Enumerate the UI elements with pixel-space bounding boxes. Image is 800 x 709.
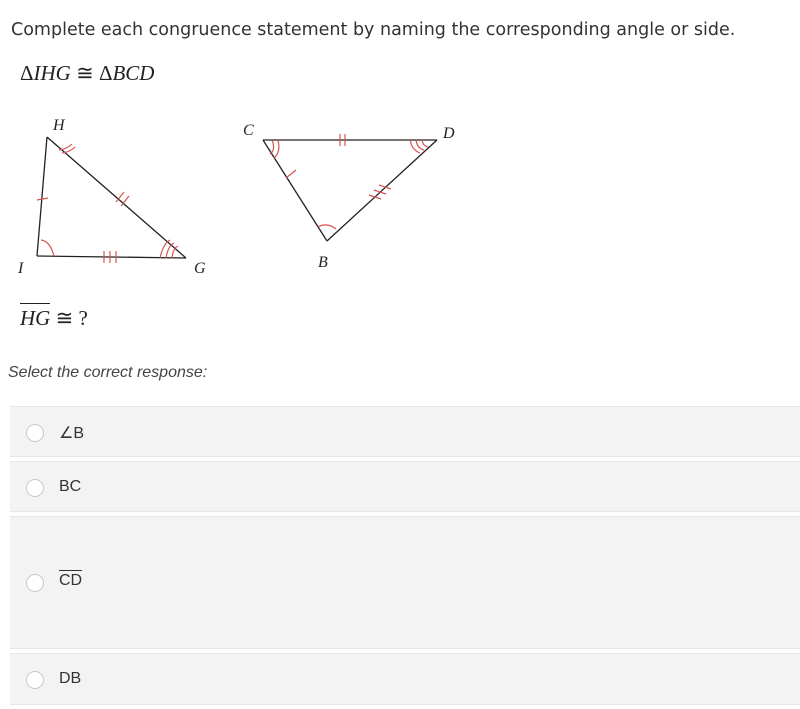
congruence-marks: [37, 134, 428, 263]
vertex-label-b: B: [318, 254, 328, 271]
triangles-figure: [0, 100, 520, 285]
choice-label: BC: [59, 478, 82, 495]
triangle-ihg-name: IHG: [33, 61, 71, 85]
vertex-label-c: C: [243, 122, 254, 139]
radio-button[interactable]: [26, 424, 44, 442]
choice-db[interactable]: [10, 653, 800, 705]
side-cb: [263, 140, 327, 241]
vertex-label-h: H: [53, 117, 65, 134]
choice-label: CD: [59, 572, 83, 589]
vertex-label-i: I: [18, 260, 24, 277]
triangle-bcd-name: BCD: [112, 61, 155, 85]
question-text: Complete each congruence statement by naming the corresponding angle or side.: [11, 20, 736, 40]
segment-hg: HG: [20, 303, 50, 330]
side-bd: [327, 140, 437, 241]
side-hg: [47, 137, 186, 258]
vertex-label-d: D: [443, 125, 455, 142]
response-prompt: Select the correct response:: [8, 364, 208, 381]
choice-angle-b[interactable]: [10, 406, 800, 457]
triangle-symbol-2: Δ: [98, 61, 113, 85]
congruent-symbol-2: ≅: [55, 306, 74, 330]
triangle-symbol-1: Δ: [20, 61, 34, 85]
choice-cd[interactable]: [10, 516, 800, 649]
choice-label: ∠B: [59, 425, 85, 442]
choice-bc[interactable]: [10, 461, 800, 512]
radio-button[interactable]: [26, 671, 44, 689]
radio-button[interactable]: [26, 479, 44, 497]
side-ig: [37, 256, 186, 258]
congruence-statement: [20, 61, 154, 86]
vertex-label-g: G: [194, 260, 206, 277]
radio-button[interactable]: [26, 574, 44, 592]
choice-label: DB: [59, 670, 82, 687]
congruent-symbol: ≅: [76, 61, 94, 85]
segment-question: [20, 306, 88, 331]
side-hi: [37, 137, 47, 256]
unknown-mark: ?: [78, 306, 88, 330]
